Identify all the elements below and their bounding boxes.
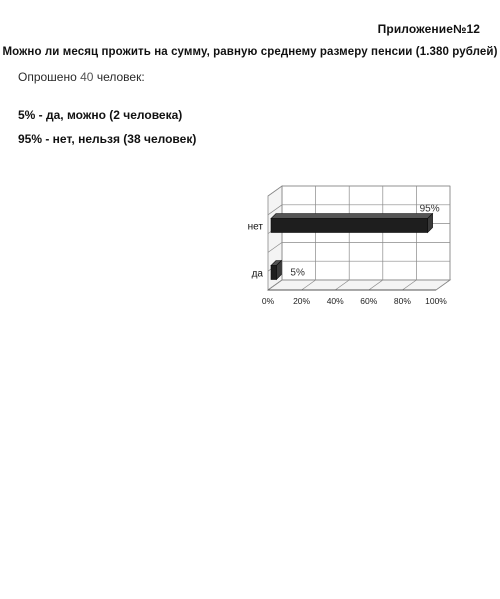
chart-back-wall — [282, 186, 450, 280]
data-label: 5% — [290, 267, 305, 279]
x-tick-label: 40% — [326, 296, 344, 306]
data-label: 95% — [419, 203, 440, 215]
x-tick-label: 80% — [393, 296, 411, 306]
bar-front-face — [271, 266, 276, 280]
x-tick-label: 60% — [360, 296, 378, 306]
bar-top-face — [271, 214, 433, 219]
x-tick-label: 100% — [425, 296, 447, 306]
surveyed-count: 40 — [80, 70, 94, 84]
result-no: 95% - нет, нельзя (38 человек) — [18, 132, 197, 146]
survey-question: Можно ли месяц прожить на сумму, равную среднему размеру пенсии (1.380 рублей) — [2, 46, 498, 58]
surveyed-suffix: человек: — [96, 70, 145, 84]
x-tick-label: 0% — [261, 296, 275, 306]
result-yes: 5% - да, можно (2 человека) — [18, 108, 183, 122]
chart-floor — [268, 280, 450, 290]
bar-front-face — [271, 219, 428, 233]
surveyed-prefix: Опрошено — [18, 70, 77, 84]
category-label: да — [251, 268, 263, 280]
appendix-label: Приложение№12 — [377, 22, 480, 36]
x-tick-label: 20% — [293, 296, 311, 306]
category-label: нет — [247, 221, 263, 233]
